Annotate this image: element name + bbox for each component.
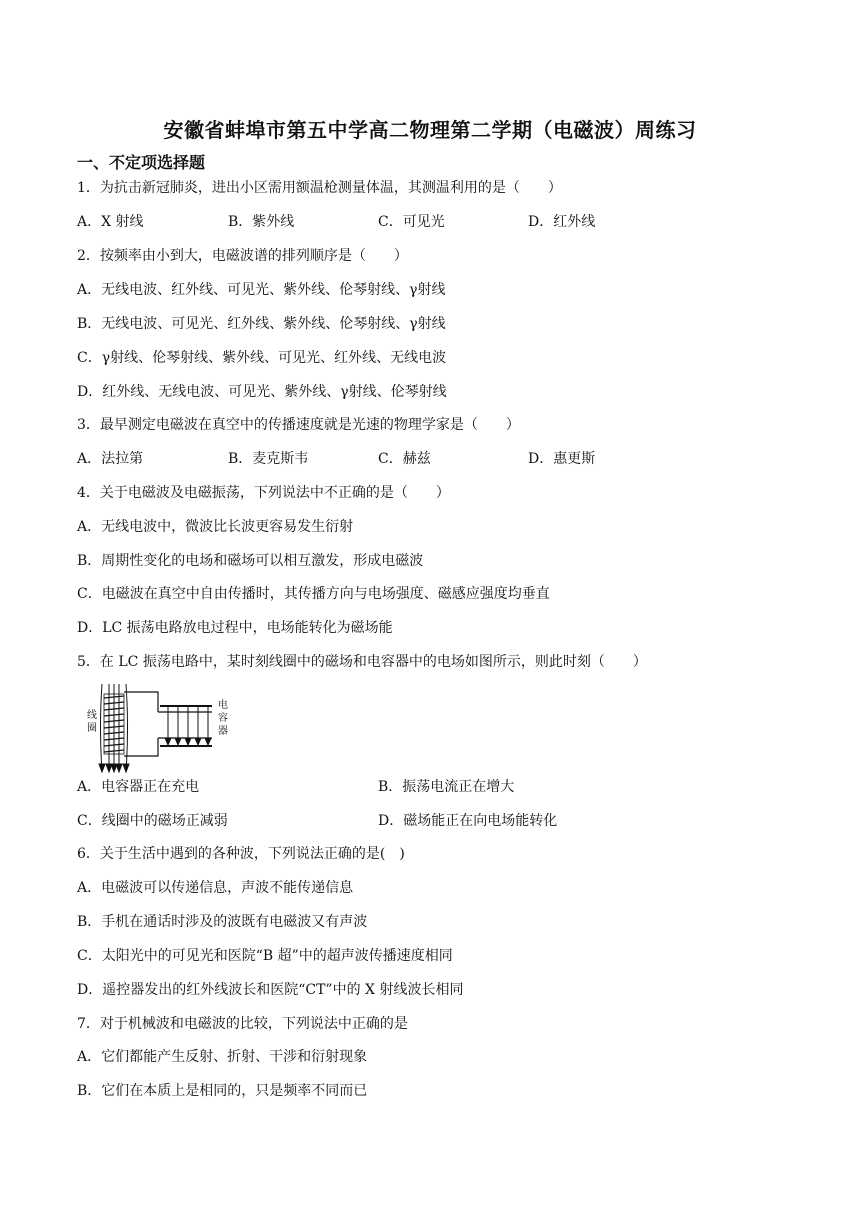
question-6-option-c: C．太阳光中的可见光和医院“B 超”中的超声波传播速度相同 bbox=[77, 948, 453, 964]
coil-label-char-1: 线 bbox=[87, 710, 97, 721]
question-3-option-d: D．惠更斯 bbox=[528, 451, 596, 467]
question-7-option-b: B．它们在本质上是相同的，只是频率不同而已 bbox=[77, 1083, 368, 1099]
question-5-option-a: A．电容器正在充电 bbox=[77, 779, 200, 795]
question-2-stem: 2．按频率由小到大，电磁波谱的排列顺序是（ ） bbox=[77, 248, 408, 264]
question-6-option-b: B．手机在通话时涉及的波既有电磁波又有声波 bbox=[77, 914, 368, 930]
question-4-option-b: B．周期性变化的电场和磁场可以相互激发，形成电磁波 bbox=[77, 553, 424, 569]
question-5-option-c: C．线圈中的磁场正减弱 bbox=[77, 813, 228, 829]
page-title: 安徽省蚌埠市第五中学高二物理第二学期（电磁波）周练习 bbox=[163, 118, 697, 142]
question-2-option-d: D．红外线、无线电波、可见光、紫外线、γ射线、伦琴射线 bbox=[77, 384, 447, 400]
capacitor-label: 电容器 bbox=[218, 700, 228, 737]
question-6-option-a: A．电磁波可以传递信息，声波不能传递信息 bbox=[77, 880, 354, 896]
question-1-option-c: C．可见光 bbox=[378, 214, 445, 230]
question-1-option-a: A．X 射线 bbox=[77, 214, 144, 230]
coil-label bbox=[87, 708, 97, 734]
electric-field-arrows-icon bbox=[165, 707, 211, 745]
question-5-option-d: D．磁场能正在向电场能转化 bbox=[378, 813, 558, 829]
question-3-option-c: C．赫兹 bbox=[378, 451, 431, 467]
question-6-stem: 6．关于生活中遇到的各种波，下列说法正确的是( ) bbox=[77, 846, 405, 862]
question-5-stem: 5．在 LC 振荡电路中，某时刻线圈中的磁场和电容器中的电场如图所示，则此时刻（ ） bbox=[77, 654, 647, 670]
question-6-option-d: D．遥控器发出的红外线波长和医院“CT”中的 X 射线波长相同 bbox=[77, 982, 464, 998]
question-3-option-a: A．法拉第 bbox=[77, 451, 144, 467]
section-heading: 一、不定项选择题 bbox=[77, 153, 206, 172]
magnetic-field-lines-icon bbox=[99, 684, 129, 772]
question-2-option-a: A．无线电波、红外线、可见光、紫外线、伦琴射线、γ射线 bbox=[77, 282, 446, 298]
question-1-stem: 1．为抗击新冠肺炎，进出小区需用额温枪测量体温，其测温利用的是（ ） bbox=[77, 180, 562, 196]
question-2-option-b: B．无线电波、可见光、红外线、紫外线、伦琴射线、γ射线 bbox=[77, 316, 446, 332]
question-2-option-c: C．γ射线、伦琴射线、紫外线、可见光、红外线、无线电波 bbox=[77, 350, 447, 366]
question-7-option-a: A．它们都能产生反射、折射、干涉和衍射现象 bbox=[77, 1049, 368, 1065]
lc-circuit-figure bbox=[80, 682, 230, 774]
question-4-option-d: D．LC 振荡电路放电过程中，电场能转化为磁场能 bbox=[77, 620, 393, 636]
question-3-option-b: B．麦克斯韦 bbox=[228, 451, 309, 467]
question-4-option-a: A．无线电波中，微波比长波更容易发生衍射 bbox=[77, 519, 354, 535]
question-1-option-d: D．红外线 bbox=[528, 214, 596, 230]
coil-label-char-2: 圈 bbox=[87, 723, 97, 734]
question-7-stem: 7．对于机械波和电磁波的比较，下列说法中正确的是 bbox=[77, 1016, 408, 1032]
question-4-stem: 4．关于电磁波及电磁振荡，下列说法中不正确的是（ ） bbox=[77, 485, 450, 501]
question-5-option-b: B．振荡电流正在增大 bbox=[378, 779, 515, 795]
question-4-option-c: C．电磁波在真空中自由传播时，其传播方向与电场强度、磁感应强度均垂直 bbox=[77, 586, 550, 602]
question-1-option-b: B．紫外线 bbox=[228, 214, 295, 230]
question-3-stem: 3．最早测定电磁波在真空中的传播速度就是光速的物理学家是（ ） bbox=[77, 417, 520, 433]
